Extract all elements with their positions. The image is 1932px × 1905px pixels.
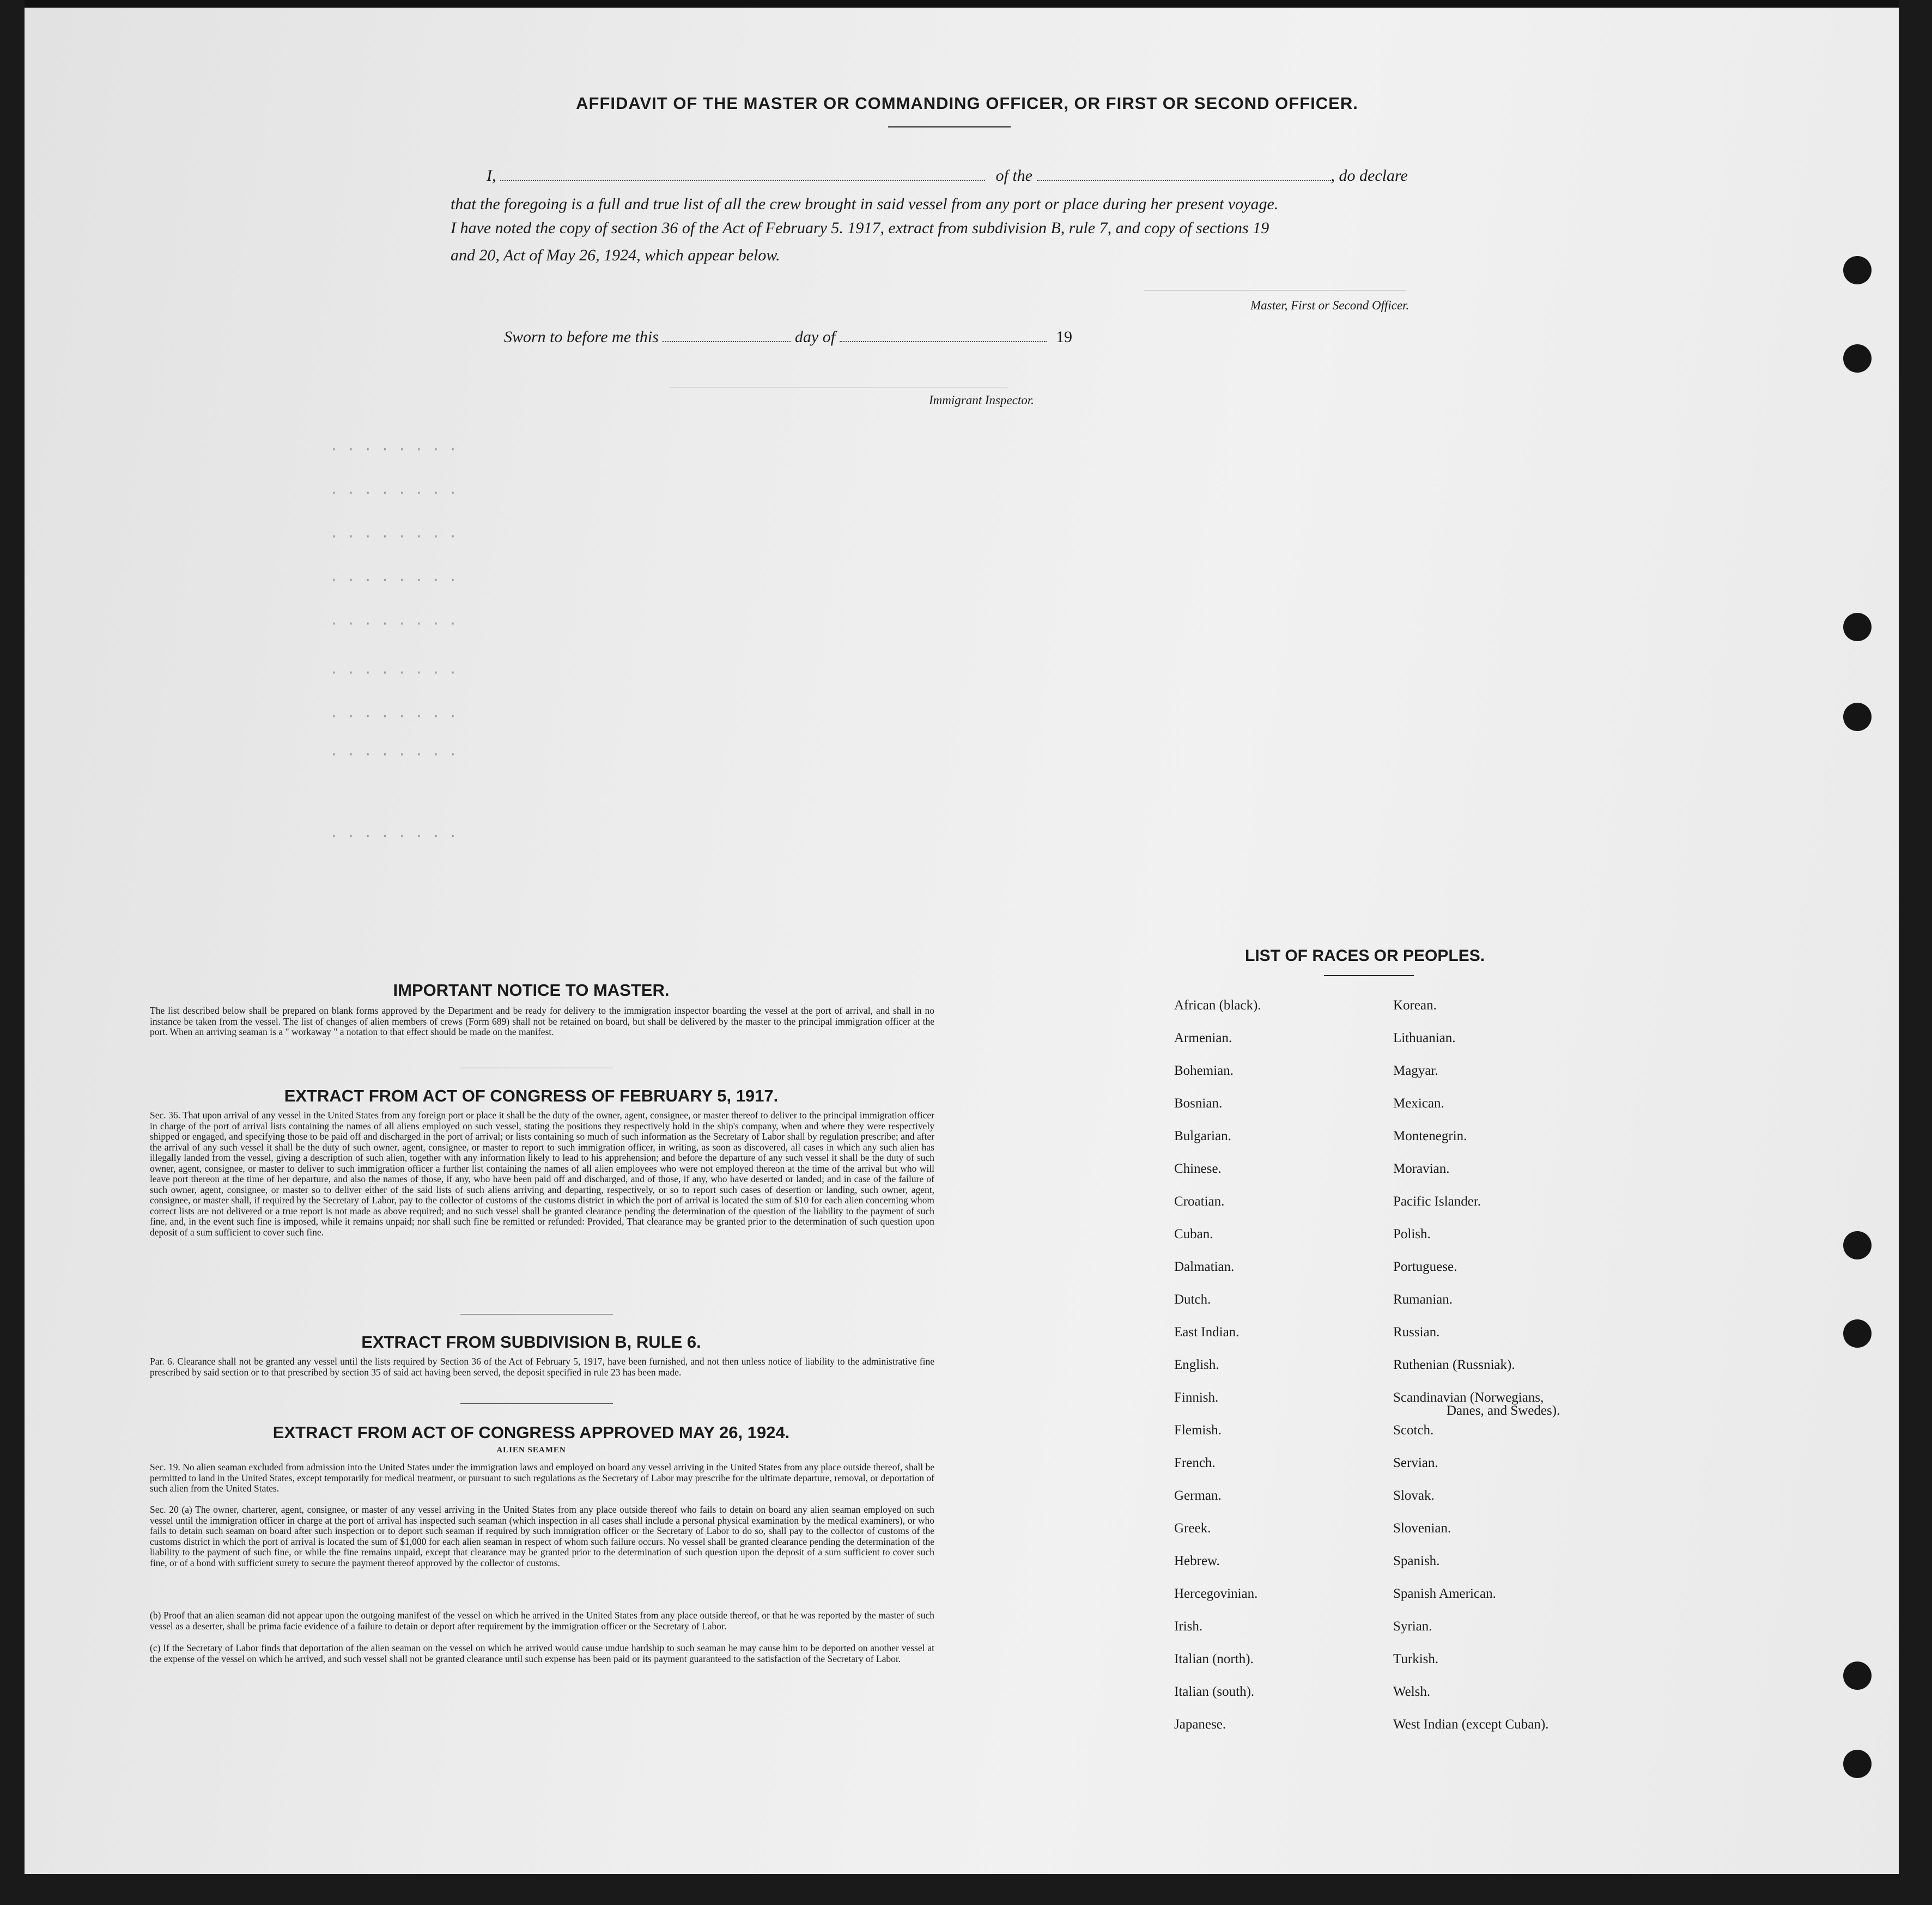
sworn-text: Sworn to before me this <box>504 328 659 346</box>
race-item: Welsh. <box>1393 1684 1431 1699</box>
race-item: Spanish American. <box>1393 1586 1496 1601</box>
binder-hole <box>1843 1231 1872 1259</box>
race-item: Italian (north). <box>1174 1652 1254 1666</box>
binder-hole <box>1843 344 1872 373</box>
race-item: Syrian. <box>1393 1619 1432 1634</box>
race-item: Spanish. <box>1393 1554 1440 1568</box>
race-item: Armenian. <box>1174 1031 1232 1045</box>
notice-body: The list described below shall be prepared on blank forms approved by the Department and be ready for delivery to the immigration inspector boarding the vessel at the port of arrival, and shall in no instance be taken from the vessel. The list of changes of alien members of crews (Form 689) shall not be retained on board, but shall be delivered by the master to the principal immigration officer at the port. When an arriving seaman is a " workaway " a notation to that effect should be made on the manifest. <box>150 1005 934 1037</box>
race-item: Irish. <box>1174 1619 1203 1634</box>
race-item: Greek. <box>1174 1521 1211 1536</box>
binder-hole <box>1843 256 1872 284</box>
race-item: English. <box>1174 1358 1219 1372</box>
binder-hole <box>1843 1750 1872 1778</box>
race-item: Bulgarian. <box>1174 1129 1231 1143</box>
race-item: Slovak. <box>1393 1488 1435 1503</box>
race-item: Hebrew. <box>1174 1554 1220 1568</box>
race-item: Croatian. <box>1174 1194 1225 1209</box>
extract-1924-title: EXTRACT FROM ACT OF CONGRESS APPROVED MAY 26, 1924. <box>272 1423 790 1442</box>
affidavit-title: AFFIDAVIT OF THE MASTER OR COMMANDING OFFICER, OR FIRST OR SECOND OFFICER. <box>576 94 1358 113</box>
race-item: Chinese. <box>1174 1161 1222 1176</box>
extract-1924-sec19: Sec. 19. No alien seaman excluded from admission into the United States under the immigration laws and employed on board any vessel arriving in the United States from any place outside thereof, shall be permitted to land in the United States, except temporarily for medical treatment, or pursuant to such regulations as the Secretary of Labor may prescribe for the ultimate departure, removal, or deportation of such alien from the United States. <box>150 1462 934 1494</box>
extract-rule6-title: EXTRACT FROM SUBDIVISION B, RULE 6. <box>361 1332 701 1352</box>
extract-1917-body: Sec. 36. That upon arrival of any vessel in the United States from any foreign port or place it shall be the duty of the owner, agent, consignee, or master thereof to deliver to the principal immigration officer in charge of the port of arrival lists containing the names of all aliens employed on such vessel, stating the positions they respectively hold in the ship's company, when and where they were respectively shipped or engaged, and specifying those to be paid off and discharged in the port of arrival; or lists containing so much of such information as the Secretary of Labor shall by regulation prescribe; and after the arrival of any such vessel it shall be the duty of such owner, agent, consignee, or master to report to such immigration officer, in writing, as soon as discovered, all cases in which any such alien has illegally landed from the vessel, giving a description of such alien, together with any information likely to lead to his apprehension; and before the departure of any such vessel it shall be the duty of such owner, agent, consignee, or master to deliver to such immigration officer a further list containing the names of all alien employees who were not employed thereon at the time of the arrival but who will leave port thereon at the time of her departure, and also the names of those, if any, who have been paid off and discharged, and of those, if any, who have deserted or landed; and in case of the failure of such owner, agent, consignee, or master so to deliver either of the said lists of such aliens arriving and departing, respectively, or so to report such cases of desertion or landing, such owner, agent, consignee, or master shall, if required by the Secretary of Labor, pay to the collector of customs of the customs district in which the port of arrival is located the sum of $10 for each alien concerning whom correct lists are not delivered or a true report is not made as above required; and no such vessel shall be granted clearance pending the determination of the question of the liability to the payment of such fine, and, in the event such fine is imposed, while it remains unpaid; nor shall such fine be remitted or refunded: Provided, That clearance may be granted prior to the determination of such question upon deposit of a sum sufficient to cover such fine. <box>150 1110 934 1238</box>
extract-1924-subtitle: ALIEN SEAMEN <box>496 1446 566 1454</box>
binder-hole <box>1843 1319 1872 1348</box>
race-item: Scandinavian (Norwegians, <box>1393 1390 1544 1405</box>
race-item: Bosnian. <box>1174 1096 1223 1111</box>
extract-1924-sec20b: (b) Proof that an alien seaman did not appear upon the outgoing manifest of the vessel on which he arrived in the United States from any place outside thereof, or that he was reported by the master of such vessel as a deserter, shall be prima facie evidence of a failure to detain or deport after requirement by the immigration officer or the Secretary of Labor. <box>150 1610 934 1632</box>
bleed-through-marks: · · · · · · · · <box>330 485 458 501</box>
vessel-field[interactable] <box>1037 169 1331 181</box>
bleed-through-marks: · · · · · · · · <box>330 665 458 681</box>
race-item: Pacific Islander. <box>1393 1194 1481 1209</box>
race-item: Servian. <box>1393 1456 1438 1470</box>
affidavit-of-the: of the <box>995 167 1032 185</box>
day-of-text: day of <box>794 328 836 346</box>
bleed-through-marks: · · · · · · · · <box>330 828 458 844</box>
race-item: Cuban. <box>1174 1227 1213 1241</box>
race-item: Lithuanian. <box>1393 1031 1456 1045</box>
extract-1924-sec20c: (c) If the Secretary of Labor finds that deportation of the alien seaman on the vessel on which he arrived would cause undue hardship to such seaman he may cause him to be deported on another vessel at the expense of the vessel on which he arrived, and such vessel shall not be granted clearance until such expense has been paid or its payment guaranteed to the satisfaction of the Secretary of Labor. <box>150 1642 934 1664</box>
race-item: Japanese. <box>1174 1717 1226 1732</box>
races-title-rule <box>1324 975 1414 976</box>
race-item: Korean. <box>1393 998 1437 1013</box>
day-field[interactable] <box>663 330 791 342</box>
bleed-through-marks: · · · · · · · · <box>330 528 458 545</box>
race-item: Ruthenian (Russniak). <box>1393 1358 1515 1372</box>
race-item: Montenegrin. <box>1393 1129 1467 1143</box>
binder-hole <box>1843 703 1872 731</box>
race-item: Finnish. <box>1174 1390 1219 1405</box>
race-item: Bohemian. <box>1174 1063 1234 1078</box>
race-item: Hercegovinian. <box>1174 1586 1258 1601</box>
affidavit-line-1: that the foregoing is a full and true list of all the crew brought in said vessel from any port or place during her present voyage. <box>451 195 1279 213</box>
master-signature-label: Master, First or Second Officer. <box>1250 299 1409 312</box>
extract-1917-title: EXTRACT FROM ACT OF CONGRESS OF FEBRUARY 5, 1917. <box>284 1086 779 1105</box>
race-item: Turkish. <box>1393 1652 1439 1666</box>
affidavit-do-declare: , do declare <box>1330 167 1408 185</box>
race-item: Portuguese. <box>1393 1259 1457 1274</box>
document-page <box>25 0 1899 1874</box>
race-item: Magyar. <box>1393 1063 1438 1078</box>
race-item-continuation: Danes, and Swedes). <box>1447 1403 1560 1418</box>
race-item: French. <box>1174 1456 1216 1470</box>
race-item: African (black). <box>1174 998 1261 1013</box>
sworn-line <box>504 328 1158 346</box>
race-item: Dalmatian. <box>1174 1259 1235 1274</box>
bleed-through-marks: · · · · · · · · <box>330 708 458 725</box>
extract-1924-sec20a: Sec. 20 (a) The owner, charterer, agent, consignee, or master of any vessel arriving in the United States from any place outside thereof who fails to detain on board any alien seaman employed on such vessel until the immigration officer in charge at the port of arrival has inspected such seaman (which inspection in all cases shall include a personal physical examination by the medical examiners), or who fails to detain such seaman on board after such inspection or to deport such seaman if required by such immigration officer or the Secretary of Labor to do so, shall pay to the collector of customs of the customs district in which the port of arrival is located the sum of $1,000 for each alien seaman in respect of whom such failure occurs. No vessel shall be granted clearance pending the determination of the liability to the payment of such fine, or while the fine remains unpaid, except that clearance may be granted prior to the determination of such question upon the deposit of a sum sufficient to cover such fine, or of a bond with sufficient surety to secure the payment thereof approved by the collector of customs. <box>150 1504 934 1568</box>
race-item: West Indian (except Cuban). <box>1393 1717 1549 1732</box>
bleed-through-marks: · · · · · · · · <box>330 441 458 458</box>
inspector-label: Immigrant Inspector. <box>929 393 1034 407</box>
title-rule <box>888 126 1011 127</box>
race-item: Mexican. <box>1393 1096 1444 1111</box>
race-item: Flemish. <box>1174 1423 1222 1438</box>
name-field[interactable] <box>500 169 985 181</box>
top-border <box>25 0 1899 8</box>
affidavit-line-0 <box>487 167 1500 185</box>
race-item: German. <box>1174 1488 1222 1503</box>
race-item: Russian. <box>1393 1325 1440 1340</box>
bleed-through-marks: · · · · · · · · <box>330 572 458 588</box>
race-item: Scotch. <box>1393 1423 1434 1438</box>
race-item: Rumanian. <box>1393 1292 1453 1307</box>
notice-title: IMPORTANT NOTICE TO MASTER. <box>393 981 670 1000</box>
binder-hole <box>1843 613 1872 641</box>
affidavit-line-3: and 20, Act of May 26, 1924, which appear below. <box>451 246 780 264</box>
month-field[interactable] <box>840 330 1047 342</box>
affidavit-i: I, <box>487 167 496 185</box>
race-item: Slovenian. <box>1393 1521 1451 1536</box>
bleed-through-marks: · · · · · · · · <box>330 616 458 632</box>
race-item: Moravian. <box>1393 1161 1450 1176</box>
divider <box>460 1403 613 1404</box>
race-item: East Indian. <box>1174 1325 1240 1340</box>
race-item: Italian (south). <box>1174 1684 1255 1699</box>
affidavit-line-2: I have noted the copy of section 36 of the Act of February 5. 1917, extract from subdivision B, rule 7, and copy of sections 19 <box>451 219 1269 237</box>
race-item: Dutch. <box>1174 1292 1211 1307</box>
extract-rule6-body: Par. 6. Clearance shall not be granted any vessel until the lists required by Section 36 of the Act of February 5, 1917, have been furnished, and not then unless notice of liability to the administrative fine prescribed by said section or to that prescribed by section 35 of said act having been served, the deposit specified in rule 23 has been made. <box>150 1356 934 1378</box>
race-item: Polish. <box>1393 1227 1431 1241</box>
year-prefix: 19 <box>1056 328 1073 346</box>
binder-hole <box>1843 1661 1872 1690</box>
races-title: LIST OF RACES OR PEOPLES. <box>1245 947 1485 965</box>
bleed-through-marks: · · · · · · · · <box>330 746 458 763</box>
